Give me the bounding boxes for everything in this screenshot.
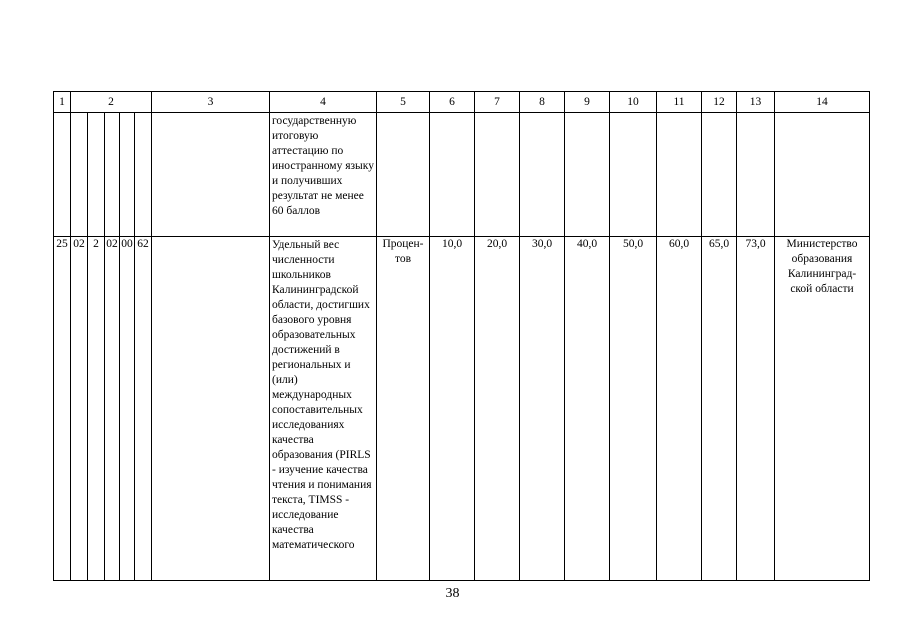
header-cell: 2 <box>71 92 152 113</box>
program-cell <box>152 113 270 237</box>
code-cell <box>105 113 120 237</box>
value-cell: 50,0 <box>610 237 657 581</box>
executor-cell: Министерство образования Калининград-ской области <box>775 237 870 581</box>
header-cell: 8 <box>520 92 565 113</box>
table-row <box>54 113 870 237</box>
table-row <box>54 237 870 581</box>
value-cell <box>702 113 737 237</box>
row-number-cell: 25 <box>54 237 71 581</box>
value-cell: 10,0 <box>430 237 475 581</box>
value-cell: 30,0 <box>520 237 565 581</box>
header-cell: 4 <box>270 92 377 113</box>
page-number: 38 <box>445 586 460 601</box>
header-cell: 10 <box>610 92 657 113</box>
header-cell: 12 <box>702 92 737 113</box>
value-cell: 20,0 <box>475 237 520 581</box>
header-cell: 13 <box>737 92 775 113</box>
indicator-cell: Удельный вес численности школьников Калининградской области, достигших базового уровня образовательных достижений в региональных и (или) международных сопоставительных исследованиях качества образования (PIRLS - изучение качества чтения и понимания текста, TIMSS - исследование качества математического <box>270 237 377 581</box>
header-cell: 3 <box>152 92 270 113</box>
header-cell: 5 <box>377 92 430 113</box>
code-cell <box>120 113 135 237</box>
value-cell: 40,0 <box>565 237 610 581</box>
unit-cell <box>377 113 430 237</box>
value-cell: 60,0 <box>657 237 702 581</box>
indicators-table <box>53 91 870 581</box>
header-cell: 14 <box>775 92 870 113</box>
value-cell <box>737 113 775 237</box>
value-cell: 65,0 <box>702 237 737 581</box>
value-cell <box>475 113 520 237</box>
value-cell <box>657 113 702 237</box>
code-cell: 02 <box>71 237 88 581</box>
header-cell: 6 <box>430 92 475 113</box>
value-cell <box>520 113 565 237</box>
code-cell: 62 <box>135 237 152 581</box>
executor-cell <box>775 113 870 237</box>
value-cell <box>430 113 475 237</box>
unit-cell: Процен-тов <box>377 237 430 581</box>
code-cell <box>88 113 105 237</box>
value-cell: 73,0 <box>737 237 775 581</box>
code-cell: 00 <box>120 237 135 581</box>
header-cell: 1 <box>54 92 71 113</box>
code-cell: 2 <box>88 237 105 581</box>
row-number-cell <box>54 113 71 237</box>
value-cell <box>565 113 610 237</box>
header-cell: 7 <box>475 92 520 113</box>
code-cell: 02 <box>105 237 120 581</box>
header-cell: 9 <box>565 92 610 113</box>
code-cell <box>135 113 152 237</box>
indicator-cell: государственную итоговую аттестацию по иностранному языку и получивших результат не менее 60 баллов <box>270 113 377 237</box>
value-cell <box>610 113 657 237</box>
code-cell <box>71 113 88 237</box>
program-cell <box>152 237 270 581</box>
header-row <box>54 92 870 113</box>
header-cell: 11 <box>657 92 702 113</box>
